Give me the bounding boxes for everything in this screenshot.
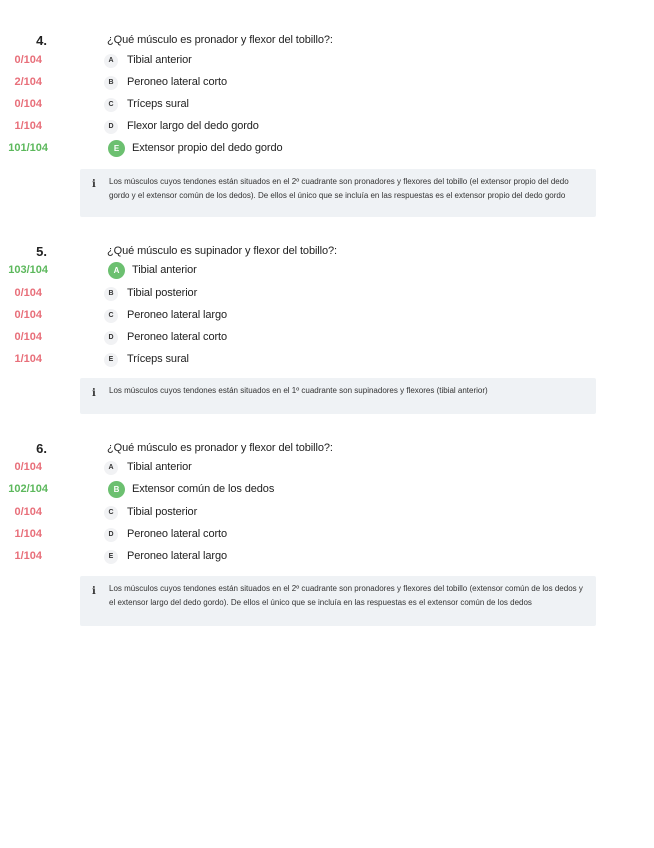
info-icon: i xyxy=(92,179,96,190)
option-b-correct xyxy=(0,481,600,499)
option-a xyxy=(0,459,600,477)
option-text: Tibial anterior xyxy=(127,54,192,66)
question-text: ¿Qué músculo es pronador y flexor del tobillo?: xyxy=(107,442,333,454)
option-letter-badge: C xyxy=(104,309,118,323)
answer-count: 1/104 xyxy=(14,353,42,365)
answer-count: 1/104 xyxy=(14,120,42,132)
option-text: Tibial anterior xyxy=(132,264,197,276)
option-text: Peroneo lateral corto xyxy=(127,76,228,88)
option-text: Tibial posterior xyxy=(127,287,198,299)
explanation-text: Los músculos cuyos tendones están situados en el 2º cuadrante son pronadores y flexores del tobillo (extensor común de los dedos y el extensor largo del dedo gordo). De ellos el único que se incluía en las respuestas es el extensor común de los dedos xyxy=(109,584,583,607)
option-e xyxy=(0,548,600,566)
option-letter-badge: A xyxy=(104,461,118,475)
question-number: 6. xyxy=(36,441,47,456)
correct-answer-badge: A xyxy=(108,262,125,279)
option-c xyxy=(0,307,600,325)
question-text: ¿Qué músculo es supinador y flexor del tobillo?: xyxy=(107,245,337,257)
option-letter-badge: D xyxy=(104,528,118,542)
answer-count: 103/104 xyxy=(8,264,48,276)
answer-count: 102/104 xyxy=(8,483,48,495)
option-c xyxy=(0,504,600,522)
option-d xyxy=(0,526,600,544)
info-icon: i xyxy=(92,388,96,399)
option-a-correct xyxy=(0,262,600,280)
answer-count: 101/104 xyxy=(8,142,48,154)
option-c xyxy=(0,96,600,114)
question-header xyxy=(0,441,600,457)
option-e-correct xyxy=(0,140,600,158)
answer-count: 1/104 xyxy=(14,528,42,540)
answer-count: 0/104 xyxy=(14,506,42,518)
answer-count: 0/104 xyxy=(14,54,42,66)
answer-count: 0/104 xyxy=(14,309,42,321)
option-letter-badge: C xyxy=(104,98,118,112)
option-text: Tríceps sural xyxy=(127,98,189,110)
option-letter-badge: C xyxy=(104,506,118,520)
option-letter-badge: D xyxy=(104,120,118,134)
correct-answer-badge: B xyxy=(108,481,125,498)
option-text: Tibial anterior xyxy=(127,461,192,473)
option-text: Tríceps sural xyxy=(127,353,189,365)
answer-count: 0/104 xyxy=(14,331,42,343)
option-text: Extensor propio del dedo gordo xyxy=(132,142,283,154)
option-letter-badge: E xyxy=(104,550,118,564)
answer-count: 0/104 xyxy=(14,98,42,110)
question-text: ¿Qué músculo es pronador y flexor del tobillo?: xyxy=(107,34,333,46)
option-letter-badge: E xyxy=(104,353,118,367)
info-icon: i xyxy=(92,586,96,597)
option-letter-badge: B xyxy=(104,287,118,301)
option-text: Peroneo lateral largo xyxy=(127,309,228,321)
answer-count: 2/104 xyxy=(14,76,42,88)
option-a xyxy=(0,52,600,70)
explanation-box xyxy=(80,378,596,414)
option-e xyxy=(0,351,600,369)
answer-count: 1/104 xyxy=(14,550,42,562)
option-d xyxy=(0,118,600,136)
option-letter-badge: D xyxy=(104,331,118,345)
explanation-box xyxy=(80,169,596,217)
option-letter-badge: B xyxy=(104,76,118,90)
answer-count: 0/104 xyxy=(14,461,42,473)
answer-count: 0/104 xyxy=(14,287,42,299)
question-header xyxy=(0,33,600,49)
option-text: Peroneo lateral largo xyxy=(127,550,228,562)
option-text: Tibial posterior xyxy=(127,506,198,518)
option-d xyxy=(0,329,600,347)
correct-answer-badge: E xyxy=(108,140,125,157)
option-letter-badge: A xyxy=(104,54,118,68)
option-text: Peroneo lateral corto xyxy=(127,528,228,540)
explanation-box xyxy=(80,576,596,626)
option-b xyxy=(0,74,600,92)
explanation-text: Los músculos cuyos tendones están situados en el 1º cuadrante son supinadores y flexores (tibial anterior) xyxy=(109,386,488,395)
question-number: 5. xyxy=(36,244,47,259)
option-text: Peroneo lateral corto xyxy=(127,331,228,343)
question-number: 4. xyxy=(36,33,47,48)
option-text: Flexor largo del dedo gordo xyxy=(127,120,259,132)
explanation-text: Los músculos cuyos tendones están situados en el 2º cuadrante son pronadores y flexores del tobillo (el extensor propio del dedo gordo y el extensor común de los dedos). De ellos el único que se incluía en las respuestas es el extensor propio del dedo gordo xyxy=(109,177,569,200)
option-text: Extensor común de los dedos xyxy=(132,483,275,495)
option-b xyxy=(0,285,600,303)
question-header xyxy=(0,244,600,260)
